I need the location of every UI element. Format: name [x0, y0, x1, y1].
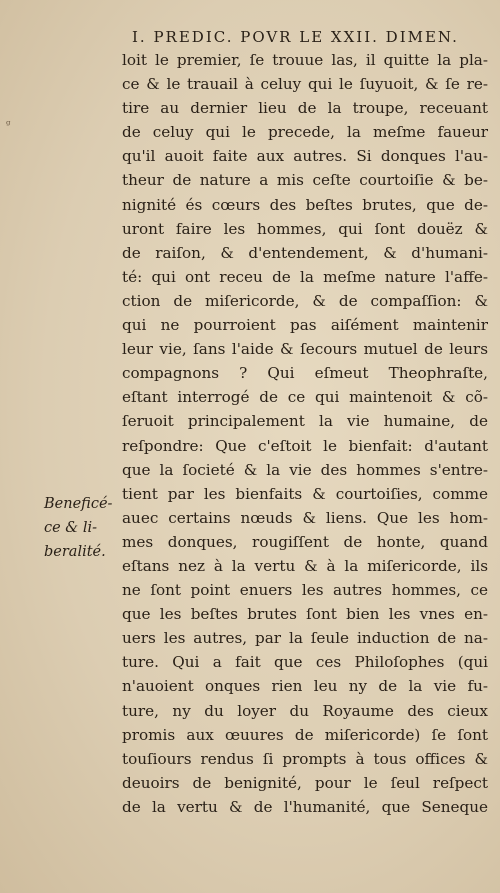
text-line: tient par les bienfaits & courtoiſies, comme	[122, 484, 488, 503]
text-line: leur vie, ſans l'aide & ſecours mutuel de leurs	[122, 340, 488, 359]
text-line: n'auoient onques rien leu ny de la vie fu-	[122, 677, 488, 696]
text-line: compagnons ? Qui eſmeut Theophraſte,	[122, 364, 488, 383]
text-line: deuoirs de benignité, pour le ſeul reſpect	[122, 773, 488, 792]
text-line: ſeruoit principalement la vie humaine, de	[122, 412, 488, 431]
text-line: que les beſtes brutes ſont bien les vnes en-	[122, 605, 488, 624]
margin-note-line: ce & li-	[44, 520, 98, 536]
text-line: té: qui ont receu de la meſme nature l'affe-	[122, 267, 488, 286]
text-line: promis aux œuures de miſericorde) ſe ſont	[122, 725, 488, 744]
margin-mark: ᵍ	[6, 118, 11, 131]
text-line: tire au dernier lieu de la troupe, receuant	[122, 99, 488, 118]
text-line: eſtant interrogé de ce qui maintenoit & cõ-	[122, 388, 488, 407]
text-line: ture. Qui a fait que ces Philoſophes (qui	[122, 653, 488, 672]
text-line: de la vertu & de l'humanité, que Seneque	[122, 797, 488, 816]
running-head: I. PREDIC. POVR LE XXII. DIMEN.	[132, 28, 459, 46]
text-line: loit le premier, ſe trouue las, il quitte la pla-	[122, 51, 488, 69]
text-line: uers les autres, par la ſeule induction de na-	[122, 629, 488, 648]
text-line: auec certains nœuds & liens. Que les hom-	[122, 508, 488, 527]
text-line: theur de nature a mis ceſte courtoiſie & be-	[122, 171, 488, 190]
text-line: ture, ny du loyer du Royaume des cieux	[122, 701, 488, 720]
text-line: touſiours rendus ſi prompts à tous offices &	[122, 749, 488, 768]
margin-note-line: beralité.	[44, 544, 106, 560]
text-line: reſpondre: Que c'eſtoit le bienfait: d'autant	[122, 436, 488, 455]
text-line: ce & le trauail à celuy qui le ſuyuoit, & ſe re-	[122, 75, 488, 94]
margin-note-line: Beneficé-	[44, 496, 113, 512]
text-line: ction de miſericorde, & de compaſſion: &	[122, 291, 488, 310]
text-line: mes donques, rougiſſent de honte, quand	[122, 532, 488, 551]
text-line: eſtans nez à la vertu & à la miſericorde, ils	[122, 556, 488, 575]
text-line: nignité és cœurs des beſtes brutes, que de-	[122, 195, 488, 214]
text-line: que la ſocieté & la vie des hommes s'entre-	[122, 460, 488, 479]
text-line: qui ne pourroient pas aiſément maintenir	[122, 316, 488, 335]
text-line: ne ſont point enuers les autres hommes, ce	[122, 581, 488, 600]
text-line: qu'il auoit faite aux autres. Si donques l'au-	[122, 147, 488, 166]
body-text	[122, 48, 488, 819]
text-line: de celuy qui le precede, la meſme faueur	[122, 123, 488, 142]
text-line: de raiſon, & d'entendement, & d'humani-	[122, 243, 488, 262]
text-line: uront faire les hommes, qui ſont douëz &	[122, 219, 488, 238]
margin-note	[44, 492, 118, 564]
